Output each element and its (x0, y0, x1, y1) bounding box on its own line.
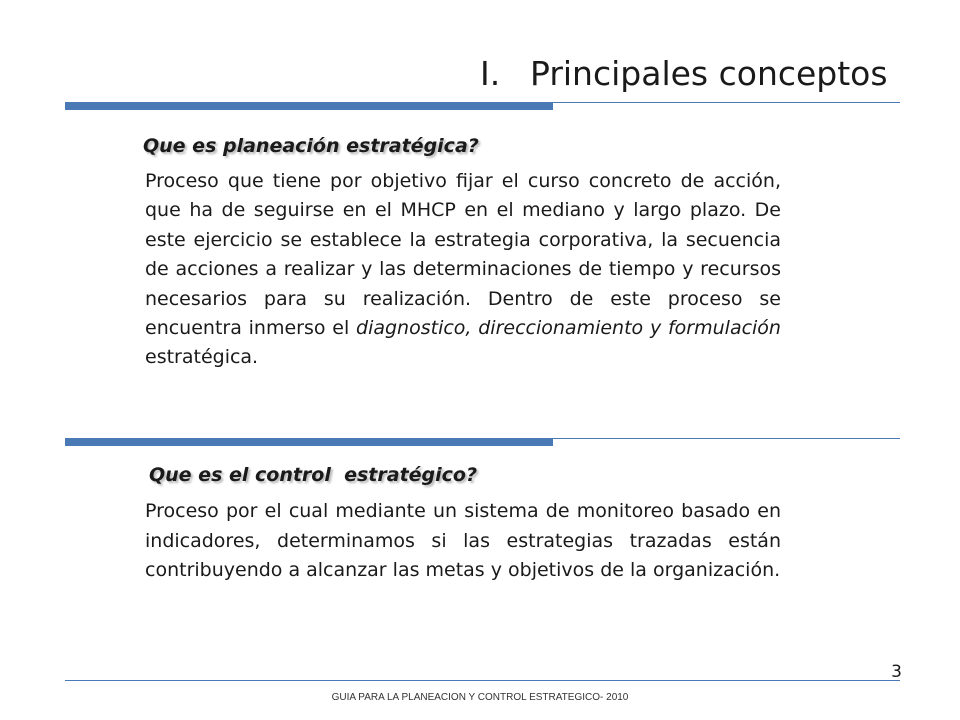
divider-line-top (553, 102, 900, 103)
section1-italic-3: y (649, 317, 662, 340)
accent-bar-top (65, 102, 553, 110)
footer-text: GUIA PARA LA PLANEACION Y CONTROL ESTRATEGICO- 2010 (331, 692, 629, 703)
title-text: Principales conceptos (530, 54, 888, 93)
divider-line-middle (553, 438, 900, 439)
accent-bar-middle (65, 438, 553, 446)
page-number: 3 (891, 662, 902, 682)
section2-paragraph: Proceso por el cual mediante un sistema de monitoreo basado en indicadores, determinamos si las estrategias trazadas están contribuyendo a alcanzar las metas y objetivos de la organización. (145, 500, 781, 581)
section1-italic-1: diagnostico, (356, 317, 472, 340)
section2-heading: Que es el control estratégico? (149, 464, 477, 486)
section1-italic-4: formulación (667, 317, 781, 340)
slide-title (480, 54, 900, 94)
title-number: I. (480, 54, 501, 93)
section1-heading: Que es planeación estratégica? (143, 135, 479, 157)
section1-italic-2: direccionamiento (478, 317, 644, 340)
section1-text: Proceso que tiene por objetivo fijar el curso concreto de acción, que ha de seguirse en el MHCP en el mediano y largo plazo. De este ejercicio se establece la estrategia corporativa, la secuencia de acciones a realizar y las determinaciones de tiempo y recursos necesarios para su realización. Dentro de este proceso se encuentra inmerso el (145, 170, 781, 340)
footer-rule (65, 680, 900, 681)
section1-text-end: estratégica. (145, 346, 259, 369)
section1-paragraph (145, 167, 781, 373)
